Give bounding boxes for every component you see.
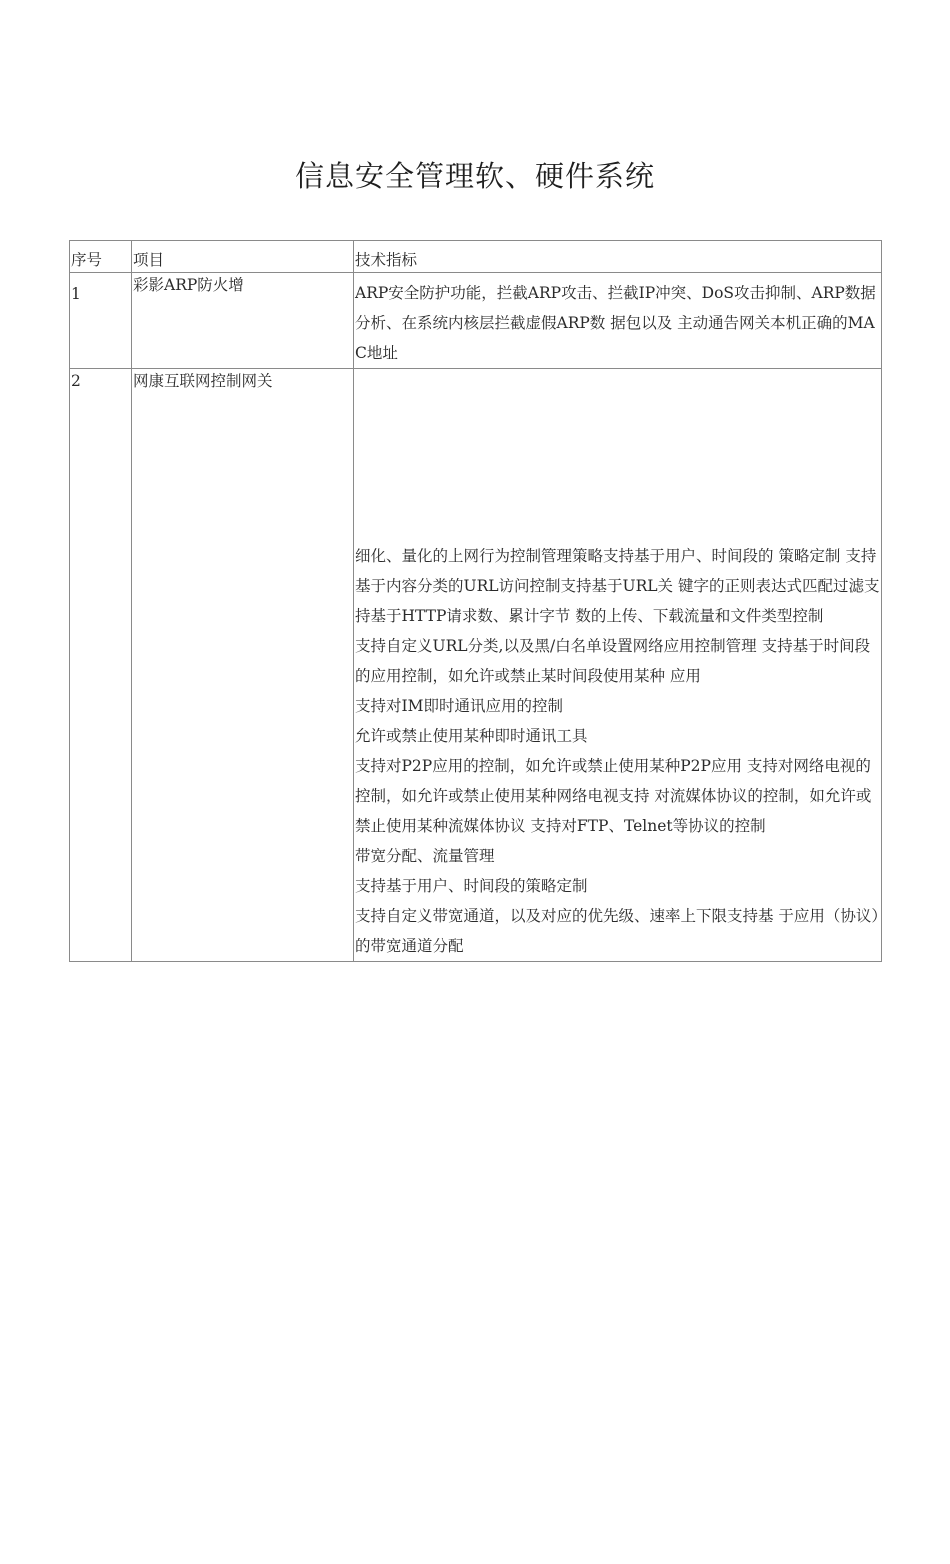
spec-paragraph: 支持自定义带宽通道，以及对应的优先级、速率上下限支持基 于应用（协议）的带宽通道分配 <box>355 907 880 955</box>
spec-blank-space <box>355 369 881 541</box>
row-item <box>132 369 354 962</box>
row-no-text: 1 <box>71 285 81 303</box>
row-spec-text: ARP安全防护功能，拦截ARP攻击、拦截IP冲突、DoS攻击抑制、ARP数据分析、在系统内核层拦截虚假ARP数 据包以及 主动通告网关本机正确的MAC地址 <box>355 284 876 362</box>
header-no: 序号 <box>70 241 132 273</box>
row-spec <box>354 273 882 369</box>
spec-paragraph: 支持基于用户、时间段的策略定制 <box>355 877 588 895</box>
spec-paragraph: 支持对P2P应用的控制，如允许或禁止使用某种P2P应用 支持对网络电视的控制，如允许或禁止使用某种网络电视支持 对流媒体协议的控制，如允许或禁止使用某种流媒体协议 支持对FTP、Telnet等协议的控制 <box>355 757 872 835</box>
row-item-text: 网康互联网控制网关 <box>133 372 273 390</box>
spec-paragraph: 允许或禁止使用某种即时通讯工具 <box>355 727 588 745</box>
spec-paragraph: 支持自定义URL分类,以及黑/白名单设置网络应用控制管理 支持基于时间段的应用控制，如允许或禁止某时间段使用某种 应用 <box>355 637 871 685</box>
spec-table <box>69 240 882 962</box>
table-row <box>70 369 882 962</box>
page-title: 信息安全管理软、硬件系统 <box>294 159 655 193</box>
row-item-text: 彩影ARP防火增 <box>133 276 244 294</box>
header-spec: 技术指标 <box>354 241 882 273</box>
row-no <box>70 273 132 369</box>
spec-paragraph: 带宽分配、流量管理 <box>355 847 495 865</box>
row-spec <box>354 369 882 962</box>
row-no <box>70 369 132 962</box>
spec-paragraph: 支持对IM即时通讯应用的控制 <box>355 697 563 715</box>
row-item <box>132 273 354 369</box>
spec-paragraph: 细化、量化的上网行为控制管理策略支持基于用户、时间段的 策略定制 支持基于内容分类的URL访问控制支持基于URL关 键字的正则表达式匹配过滤支持基于HTTP请求数、累计字节 数的上传、下载流量和文件类型控制 <box>355 547 880 625</box>
table-header-row <box>70 241 882 273</box>
header-item: 项目 <box>132 241 354 273</box>
row-no-text: 2 <box>71 372 81 390</box>
table-row <box>70 273 882 369</box>
